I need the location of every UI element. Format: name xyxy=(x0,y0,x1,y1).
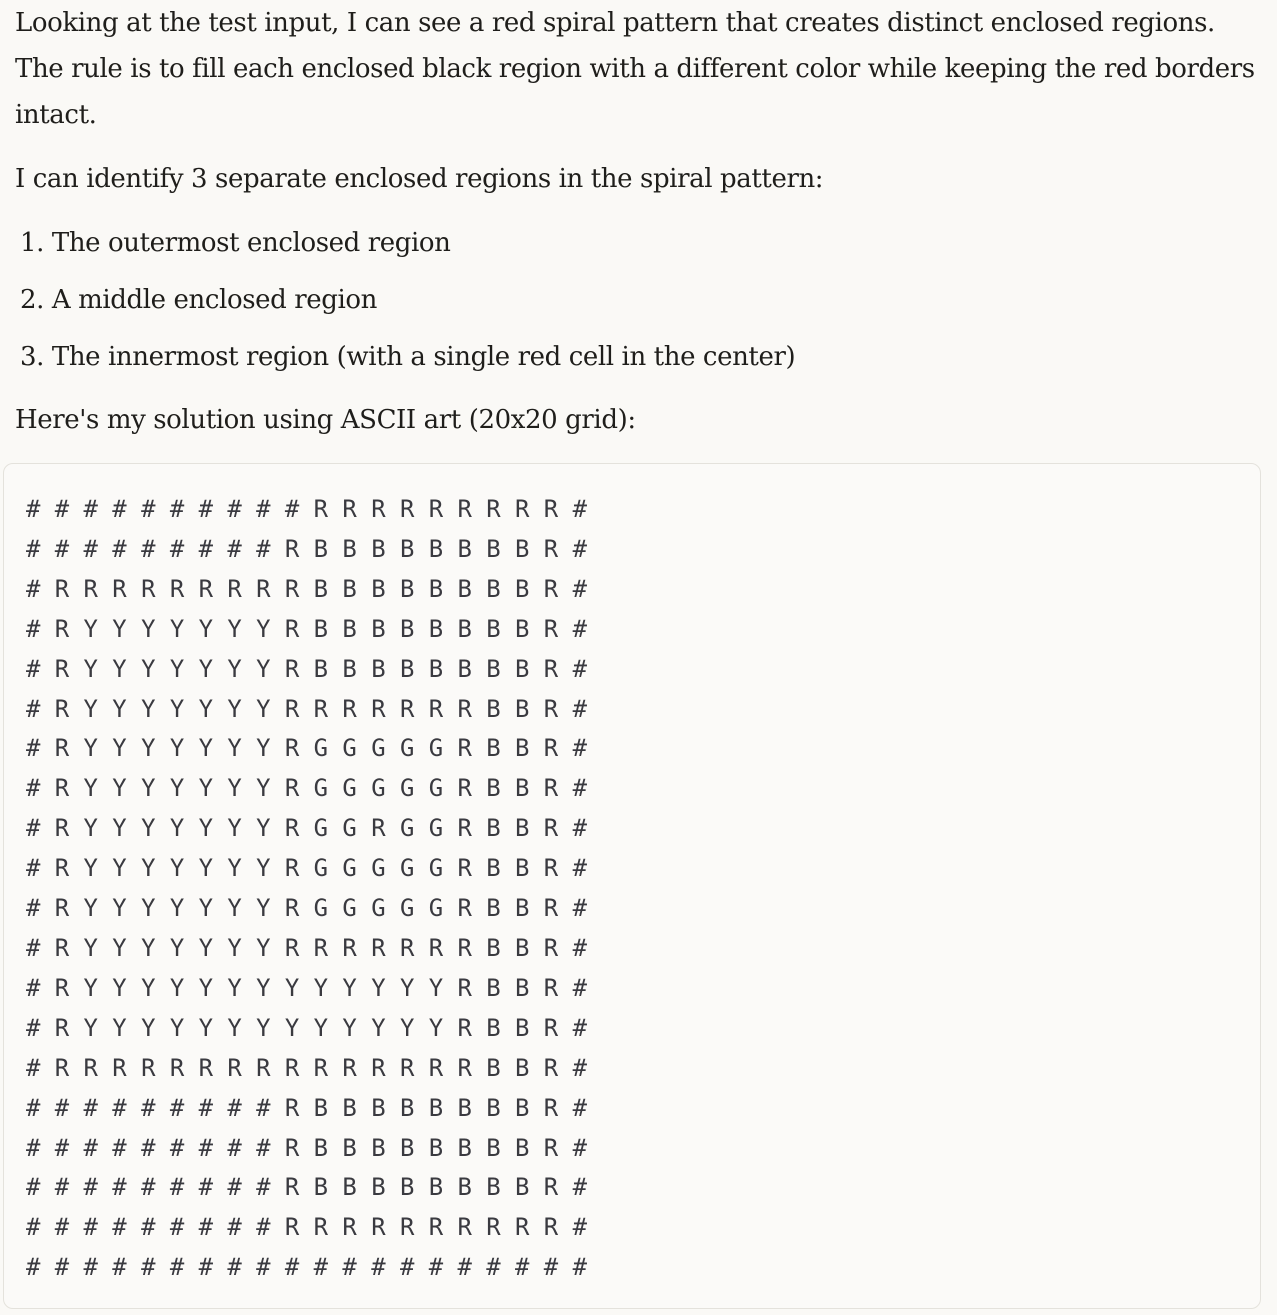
list-item: 1. The outermost enclosed region xyxy=(20,228,451,258)
grid-row: # # # # # # # # # R B B B B B B B B R # xyxy=(26,1173,587,1202)
grid-row: # R R R R R R R R R R R R R R R B B R # xyxy=(26,1053,587,1082)
grid-row: # R Y Y Y Y Y Y Y R G G G G G R B B R # xyxy=(26,854,587,883)
ascii-grid xyxy=(26,490,587,1288)
grid-row: # R Y Y Y Y Y Y Y R B B B B B B B B R # xyxy=(26,654,587,683)
code-block xyxy=(3,463,1261,1309)
grid-row: # # # # # # # # # R R R R R R R R R R # xyxy=(26,1213,587,1242)
grid-row: # R Y Y Y Y Y Y Y R G G G G G R B B R # xyxy=(26,734,587,763)
grid-row: # R Y Y Y Y Y Y Y R G G G G G R B B R # xyxy=(26,894,587,923)
grid-row: # R R R R R R R R R B B B B B B B B R # xyxy=(26,574,587,603)
solution-paragraph: Here's my solution using ASCII art (20x20 grid): xyxy=(15,405,636,435)
grid-row: # R Y Y Y Y Y Y Y R R R R R R R B B R # xyxy=(26,694,587,723)
grid-row: # R Y Y Y Y Y Y Y R B B B B B B B B R # xyxy=(26,614,587,643)
grid-row: # R Y Y Y Y Y Y Y Y Y Y Y Y Y R B B R # xyxy=(26,1013,587,1042)
regions-paragraph: I can identify 3 separate enclosed regions in the spiral pattern: xyxy=(15,164,824,194)
grid-row: # # # # # # # # # R B B B B B B B B R # xyxy=(26,1133,587,1162)
grid-row: # R Y Y Y Y Y Y Y R R R R R R R B B R # xyxy=(26,933,587,962)
grid-row: # # # # # # # # # R B B B B B B B B R # xyxy=(26,534,587,563)
list-item: 3. The innermost region (with a single red cell in the center) xyxy=(20,342,796,372)
intro-paragraph: Looking at the test input, I can see a red spiral pattern that creates distinct enclosed regions. The rule is to fill each enclosed black region with a different color while keeping the red borders intact. xyxy=(15,8,1255,130)
grid-row: # # # # # # # # # # R R R R R R R R R # xyxy=(26,495,587,523)
grid-row: # R Y Y Y Y Y Y Y Y Y Y Y Y Y R B B R # xyxy=(26,973,587,1002)
grid-row: # # # # # # # # # R B B B B B B B B R # xyxy=(26,1093,587,1122)
grid-row: # # # # # # # # # # # # # # # # # # # # xyxy=(26,1253,587,1282)
grid-row: # R Y Y Y Y Y Y Y R G G G G G R B B R # xyxy=(26,774,587,803)
grid-row: # R Y Y Y Y Y Y Y R G G R G G R B B R # xyxy=(26,814,587,843)
list-item: 2. A middle enclosed region xyxy=(20,285,378,315)
